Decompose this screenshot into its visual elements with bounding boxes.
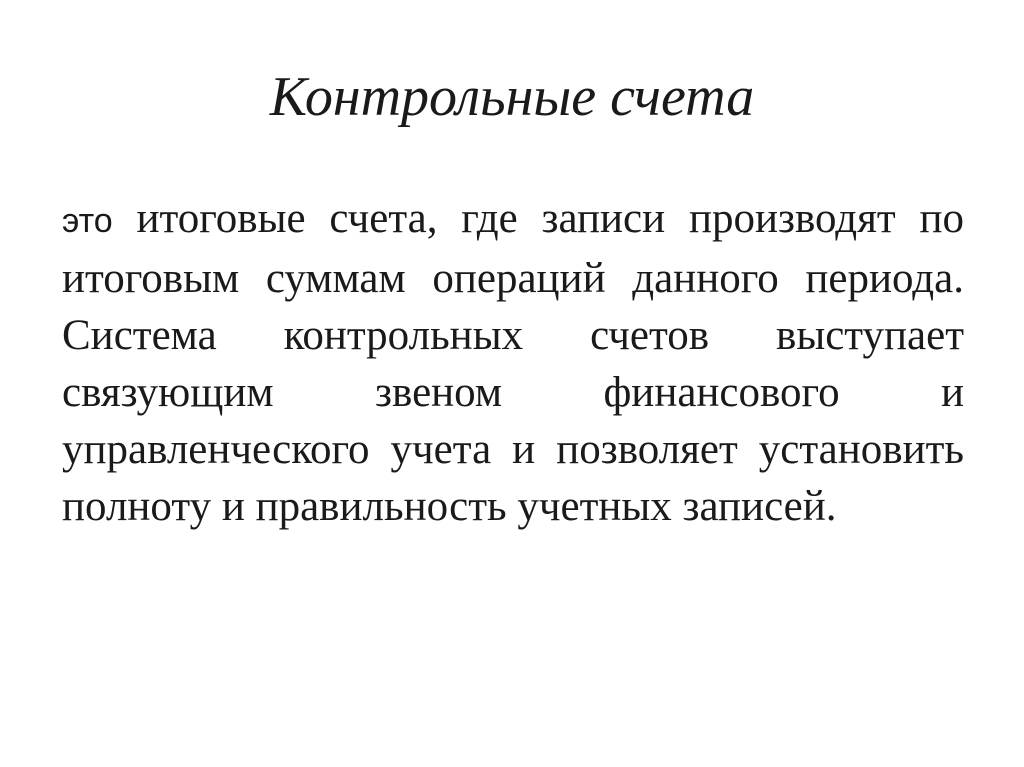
slide-body-text: [62, 190, 964, 535]
body-main-text: итоговые счета, где записи производят по итоговым суммам операций данного периода. Система контрольных счетов выступает связующим звеном финансового и управленческого учета и позволяет установить полноту и правильность учетных записей.: [62, 195, 964, 530]
slide-title: Контрольные счета: [269, 66, 755, 128]
body-lead-word: это: [62, 202, 113, 240]
